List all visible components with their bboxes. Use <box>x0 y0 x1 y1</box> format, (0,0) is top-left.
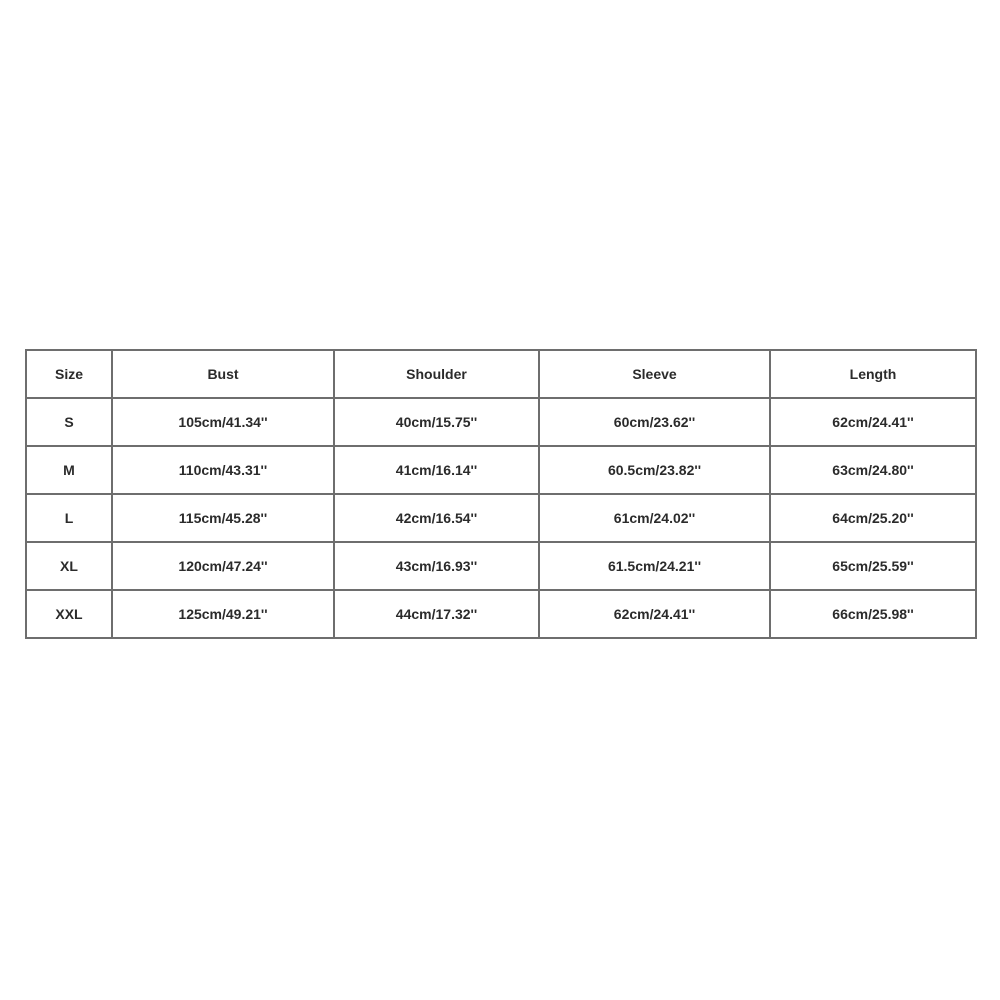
size-chart-table <box>25 349 977 639</box>
cell-sleeve: 60cm/23.62'' <box>539 398 770 446</box>
cell-length: 63cm/24.80'' <box>770 446 976 494</box>
cell-sleeve: 62cm/24.41'' <box>539 590 770 638</box>
header-size: Size <box>26 350 112 398</box>
cell-sleeve: 61.5cm/24.21'' <box>539 542 770 590</box>
table-row <box>26 494 976 542</box>
cell-length: 66cm/25.98'' <box>770 590 976 638</box>
cell-length: 64cm/25.20'' <box>770 494 976 542</box>
cell-bust: 105cm/41.34'' <box>112 398 334 446</box>
header-shoulder: Shoulder <box>334 350 539 398</box>
cell-length: 62cm/24.41'' <box>770 398 976 446</box>
cell-length: 65cm/25.59'' <box>770 542 976 590</box>
cell-size: L <box>26 494 112 542</box>
cell-size: XXL <box>26 590 112 638</box>
table-row <box>26 446 976 494</box>
cell-size: S <box>26 398 112 446</box>
header-row <box>26 350 976 398</box>
cell-size: M <box>26 446 112 494</box>
table-row <box>26 590 976 638</box>
size-chart-header <box>26 350 976 398</box>
size-chart-body <box>26 398 976 638</box>
header-bust: Bust <box>112 350 334 398</box>
cell-shoulder: 43cm/16.93'' <box>334 542 539 590</box>
cell-shoulder: 42cm/16.54'' <box>334 494 539 542</box>
cell-sleeve: 61cm/24.02'' <box>539 494 770 542</box>
cell-size: XL <box>26 542 112 590</box>
header-sleeve: Sleeve <box>539 350 770 398</box>
cell-bust: 110cm/43.31'' <box>112 446 334 494</box>
cell-bust: 120cm/47.24'' <box>112 542 334 590</box>
cell-shoulder: 40cm/15.75'' <box>334 398 539 446</box>
cell-shoulder: 44cm/17.32'' <box>334 590 539 638</box>
cell-bust: 115cm/45.28'' <box>112 494 334 542</box>
header-length: Length <box>770 350 976 398</box>
cell-shoulder: 41cm/16.14'' <box>334 446 539 494</box>
table-row <box>26 398 976 446</box>
cell-sleeve: 60.5cm/23.82'' <box>539 446 770 494</box>
table-row <box>26 542 976 590</box>
cell-bust: 125cm/49.21'' <box>112 590 334 638</box>
